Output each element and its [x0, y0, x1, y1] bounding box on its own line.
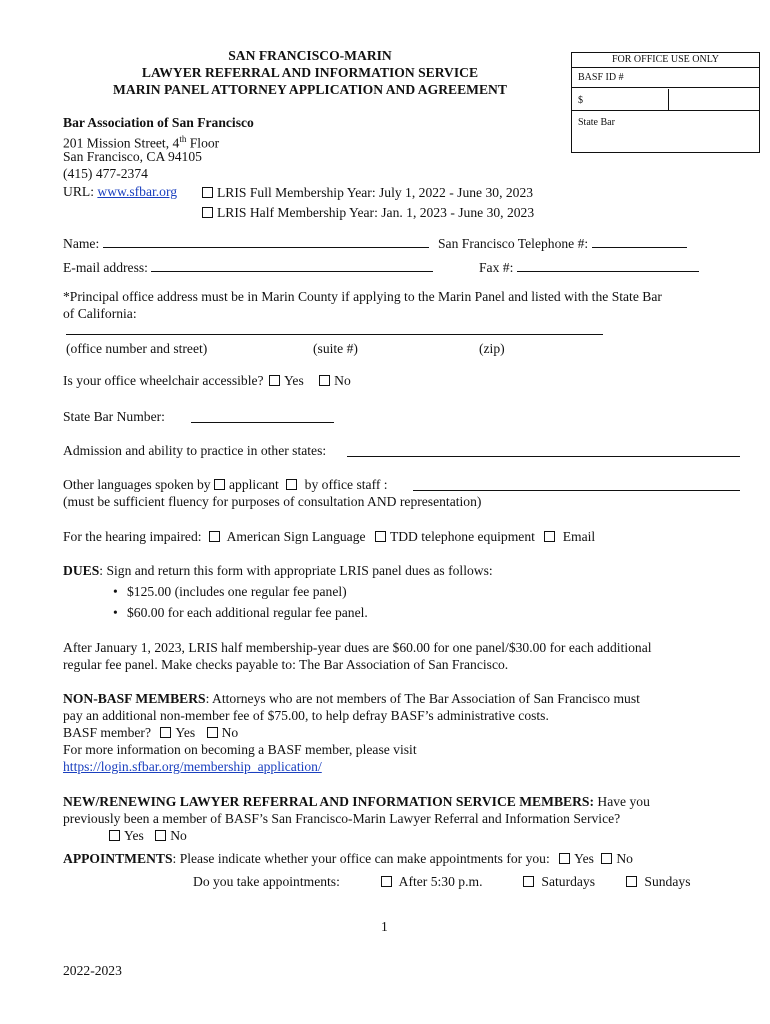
header-line-1: SAN FRANCISCO-MARIN — [228, 48, 392, 63]
wheelchair-question: Is your office wheelchair accessible? Yes No — [63, 373, 351, 388]
appointments-line: APPOINTMENTS: Please indicate whether your office can make appointments for you: Yes No — [63, 851, 633, 866]
take-appointments-label: Do you take appointments: — [193, 874, 340, 889]
wheelchair-no-checkbox[interactable] — [319, 375, 330, 386]
hearing-email-checkbox[interactable] — [544, 531, 555, 542]
office-street-caption: (office number and street) — [66, 341, 208, 356]
org-address-2: San Francisco, CA 94105 — [63, 149, 202, 164]
dues-item-2: • $60.00 for each additional regular fee panel. — [113, 605, 368, 620]
basf-member-yes[interactable]: Yes — [160, 725, 195, 740]
hearing-tdd-option[interactable]: TDD telephone equipment — [375, 529, 535, 544]
wheelchair-yes-checkbox[interactable] — [269, 375, 280, 386]
state-bar-number-input[interactable] — [191, 408, 334, 423]
fax-field[interactable]: Fax #: — [479, 258, 699, 276]
name-field[interactable]: Name: — [63, 234, 429, 252]
org-url-line: URL: www.sfbar.org — [63, 184, 178, 199]
appointments-no[interactable]: No — [601, 851, 633, 866]
renewing-line-2: previously been a member of BASF’s San Francisco-Marin Lawyer Referral and Information Service? — [63, 811, 621, 826]
basf-member-no[interactable]: No — [207, 725, 239, 740]
principal-note-2: of California: — [63, 306, 137, 321]
after-jan-line-1: After January 1, 2023, LRIS half membership-year dues are $60.00 for one panel/$30.00 for each additional — [63, 640, 652, 655]
renewing-no-checkbox[interactable] — [155, 830, 166, 841]
dues-item-1: • $125.00 (includes one regular fee panel) — [113, 583, 347, 600]
wheelchair-no[interactable]: No — [319, 373, 351, 388]
basf-more-info: For more information on becoming a BASF member, please visit — [63, 742, 417, 757]
wheelchair-yes[interactable]: Yes — [269, 373, 304, 388]
membership-link-line — [63, 758, 322, 775]
membership-application-link[interactable]: https://login.sfbar.org/membership_application/ — [63, 759, 322, 774]
sundays-checkbox[interactable] — [626, 876, 637, 887]
saturdays-option[interactable]: Saturdays — [523, 873, 595, 890]
languages-note: (must be sufficient fluency for purposes of consultation AND representation) — [63, 494, 482, 509]
hearing-asl-option[interactable]: American Sign Language — [209, 529, 366, 544]
renewing-yes-checkbox[interactable] — [109, 830, 120, 841]
languages-applicant-checkbox[interactable] — [214, 479, 225, 490]
basf-id-label: BASF ID # — [572, 68, 759, 88]
saturdays-checkbox[interactable] — [523, 876, 534, 887]
principal-note-1: *Principal office address must be in Marin County if applying to the Marin Panel and listed with the State Bar — [63, 289, 662, 304]
footer-year: 2022-2023 — [63, 963, 122, 978]
sundays-option[interactable]: Sundays — [626, 873, 690, 890]
languages-staff-checkbox[interactable] — [286, 479, 297, 490]
header-line-3: MARIN PANEL ATTORNEY APPLICATION AND AGREEMENT — [113, 82, 507, 97]
org-address-1: 201 Mission Street, 4th Floor — [63, 134, 220, 151]
appointments-no-checkbox[interactable] — [601, 853, 612, 864]
page-number: 1 — [381, 919, 388, 934]
half-membership-checkbox[interactable] — [202, 207, 213, 218]
state-bar-label: State Bar — [578, 117, 615, 128]
after-530-option[interactable]: After 5:30 p.m. — [381, 873, 482, 890]
admission-input[interactable] — [347, 442, 740, 457]
zip-caption: (zip) — [479, 341, 505, 356]
basf-member-yes-checkbox[interactable] — [160, 727, 171, 738]
admission-label: Admission and ability to practice in other states: — [63, 443, 327, 458]
renewing-options — [109, 827, 187, 844]
basf-member-no-checkbox[interactable] — [207, 727, 218, 738]
languages-input[interactable] — [413, 476, 740, 491]
org-url-link[interactable]: www.sfbar.org — [97, 184, 178, 199]
non-basf-line-2: pay an additional non-member fee of $75.00, to help defray BASF’s administrative costs. — [63, 708, 549, 723]
renewing-yes[interactable]: Yes — [109, 828, 144, 843]
hearing-asl-checkbox[interactable] — [209, 531, 220, 542]
non-basf-line-1: NON-BASF MEMBERS: Attorneys who are not members of The Bar Association of San Francisco must — [63, 691, 640, 706]
hearing-tdd-checkbox[interactable] — [375, 531, 386, 542]
dollar-label: $ — [572, 90, 759, 111]
renewing-no[interactable]: No — [155, 828, 187, 843]
full-membership-checkbox[interactable] — [202, 187, 213, 198]
state-bar-number-label: State Bar Number: — [63, 409, 165, 424]
hearing-impaired-line: For the hearing impaired: American Sign Language TDD telephone equipment Email — [63, 529, 596, 544]
sf-telephone-field[interactable]: San Francisco Telephone #: — [438, 234, 687, 252]
email-field[interactable]: E-mail address: — [63, 258, 433, 276]
half-membership-option[interactable]: LRIS Half Membership Year: Jan. 1, 2023 - June 30, 2023 — [202, 204, 534, 221]
office-box-divider — [668, 89, 669, 111]
hearing-email-option[interactable]: Email — [544, 529, 595, 544]
after-jan-line-2: regular fee panel. Make checks payable to: The Bar Association of San Francisco. — [63, 657, 509, 672]
languages-line: Other languages spoken by applicant by office staff : — [63, 477, 388, 492]
dues-line: DUES: Sign and return this form with appropriate LRIS panel dues as follows: — [63, 563, 493, 578]
office-use-title: FOR OFFICE USE ONLY — [572, 53, 759, 68]
header-line-2: LAWYER REFERRAL AND INFORMATION SERVICE — [141, 65, 479, 80]
appointments-yes-checkbox[interactable] — [559, 853, 570, 864]
org-phone: (415) 477-2374 — [63, 166, 148, 181]
appointments-yes[interactable]: Yes — [559, 851, 594, 866]
office-address-line[interactable] — [66, 322, 603, 335]
renewing-line-1: NEW/RENEWING LAWYER REFERRAL AND INFORMATION SERVICE MEMBERS: Have you — [63, 794, 650, 809]
org-name: Bar Association of San Francisco — [63, 115, 254, 130]
full-membership-option[interactable]: LRIS Full Membership Year: July 1, 2022 - June 30, 2023 — [202, 184, 533, 201]
basf-member-question: BASF member? Yes No — [63, 725, 239, 740]
after-530-checkbox[interactable] — [381, 876, 392, 887]
suite-caption: (suite #) — [313, 341, 358, 356]
office-use-box — [571, 52, 760, 153]
